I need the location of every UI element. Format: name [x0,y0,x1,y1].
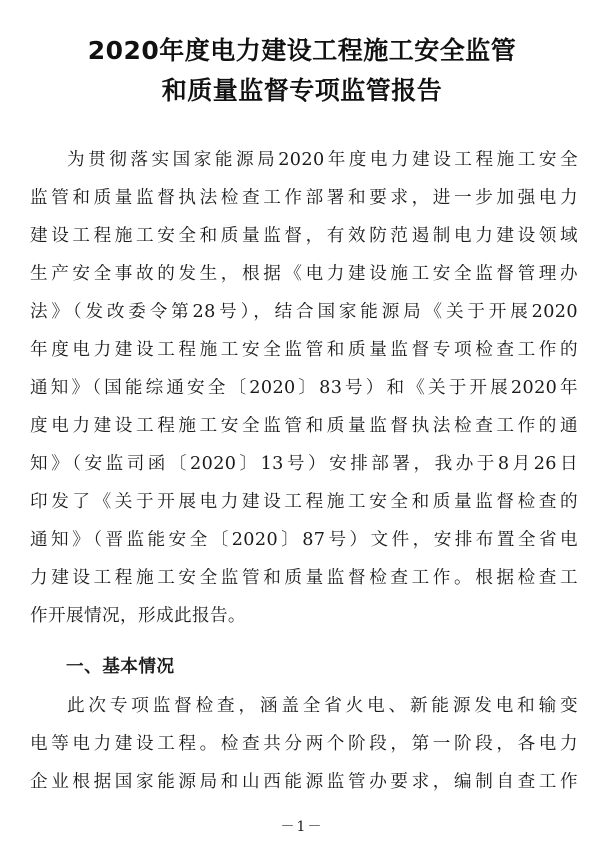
paragraph-line: 力建设工程施工安全监管和质量监督检查工作。根据检查工 [30,568,578,588]
page-number: －1－ [280,819,324,835]
section-heading: 一、基本情况 [66,657,175,677]
paragraph-line: 度电力建设工程施工安全监管和质量监督执法检查工作的通 [30,416,578,436]
paragraph-line: 通知》（国能综通安全〔2020〕83号）和《关于开展2020年 [30,378,578,398]
paragraph-line: 作开展情况，形成此报告。 [30,606,246,626]
paragraph-line: 知》（安监司函〔2020〕13号）安排部署，我办于8月26日 [30,454,578,474]
paragraph-line: 建设工程施工安全和质量监督，有效防范遏制电力建设领域 [30,226,578,246]
paragraph-line: 印发了《关于开展电力建设工程施工安全和质量监督检查的 [30,492,578,512]
paragraph-line: 企业根据国家能源局和山西能源监管办要求，编制自查工作 [30,772,578,792]
document-title-line-1: 2020年度电力建设工程施工安全监管 [87,36,517,65]
paragraph-line: 法》（发改委令第28号），结合国家能源局《关于开展2020 [30,302,578,322]
paragraph-line: 监管和质量监督执法检查工作部署和要求，进一步加强电力 [30,188,578,208]
paragraph-line: 为贯彻落实国家能源局2020年度电力建设工程施工安全 [67,150,578,170]
paragraph-line: 年度电力建设工程施工安全监管和质量监督专项检查工作的 [30,340,578,360]
paragraph-line: 此次专项监督检查，涵盖全省火电、新能源发电和输变 [67,696,578,716]
paragraph-line: 通知》（晋监能安全〔2020〕87号）文件，安排布置全省电 [30,530,578,550]
paragraph-line: 生产安全事故的发生，根据《电力建设施工安全监督管理办 [30,264,578,284]
paragraph-line: 电等电力建设工程。检查共分两个阶段，第一阶段，各电力 [30,734,578,754]
document-title-line-2: 和质量监督专项监管报告 [161,76,443,105]
